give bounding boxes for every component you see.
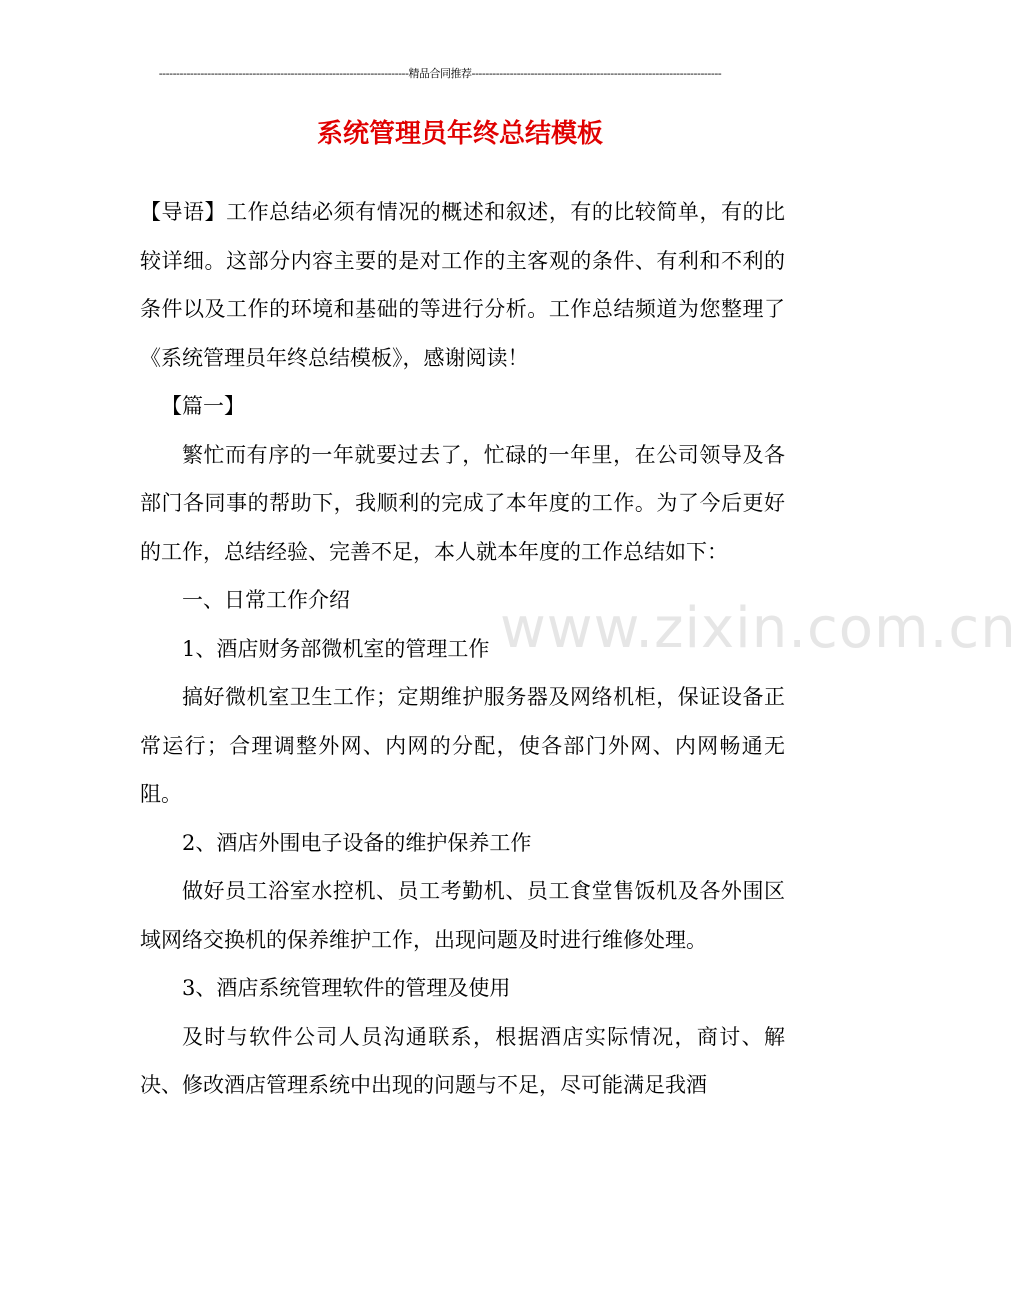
item-heading: 3、酒店系统管理软件的管理及使用 — [182, 976, 511, 1000]
body-paragraph: 做好员工浴室水控机、员工考勤机、员工食堂售饭机及各外围区域网络交换机的保养维护工作，出现问题及时进行维修处理。 — [140, 879, 785, 952]
body-paragraph: 繁忙而有序的一年就要过去了，忙碌的一年里，在公司领导及各部门各同事的帮助下，我顺利的完成了本年度的工作。为了今后更好的工作，总结经验、完善不足，本人就本年度的工作总结如下： — [140, 442, 785, 564]
intro-paragraph: 【导语】工作总结必须有情况的概述和叙述，有的比较简单，有的比较详细。这部分内容主要的是对工作的主客观的条件、有利和不利的条件以及工作的环境和基础的等进行分析。工作总结频道为您整理了《系统管理员年终总结模板》，感谢阅读！ — [140, 200, 785, 370]
page-header: ------------------------------------------------------------------------精品合同推荐------------------------------------------------------------------------ — [158, 67, 722, 80]
body-paragraph: 及时与软件公司人员沟通联系，根据酒店实际情况，商讨、解决、修改酒店管理系统中出现的问题与不足，尽可能满足我酒 — [140, 1024, 785, 1097]
watermark: www.zixin.com.cn — [500, 596, 1017, 661]
body-paragraph: 搞好微机室卫生工作；定期维护服务器及网络机柜，保证设备正常运行；合理调整外网、内网的分配，使各部门外网、内网畅通无阻。 — [140, 685, 785, 806]
section-heading: 【篇一】 — [161, 394, 245, 418]
document-body — [140, 188, 785, 1110]
item-heading: 1、酒店财务部微机室的管理工作 — [182, 636, 490, 661]
subsection-heading: 一、日常工作介绍 — [182, 588, 350, 612]
item-heading: 2、酒店外围电子设备的维护保养工作 — [182, 830, 532, 855]
document-title: 系统管理员年终总结模板 — [316, 119, 603, 149]
